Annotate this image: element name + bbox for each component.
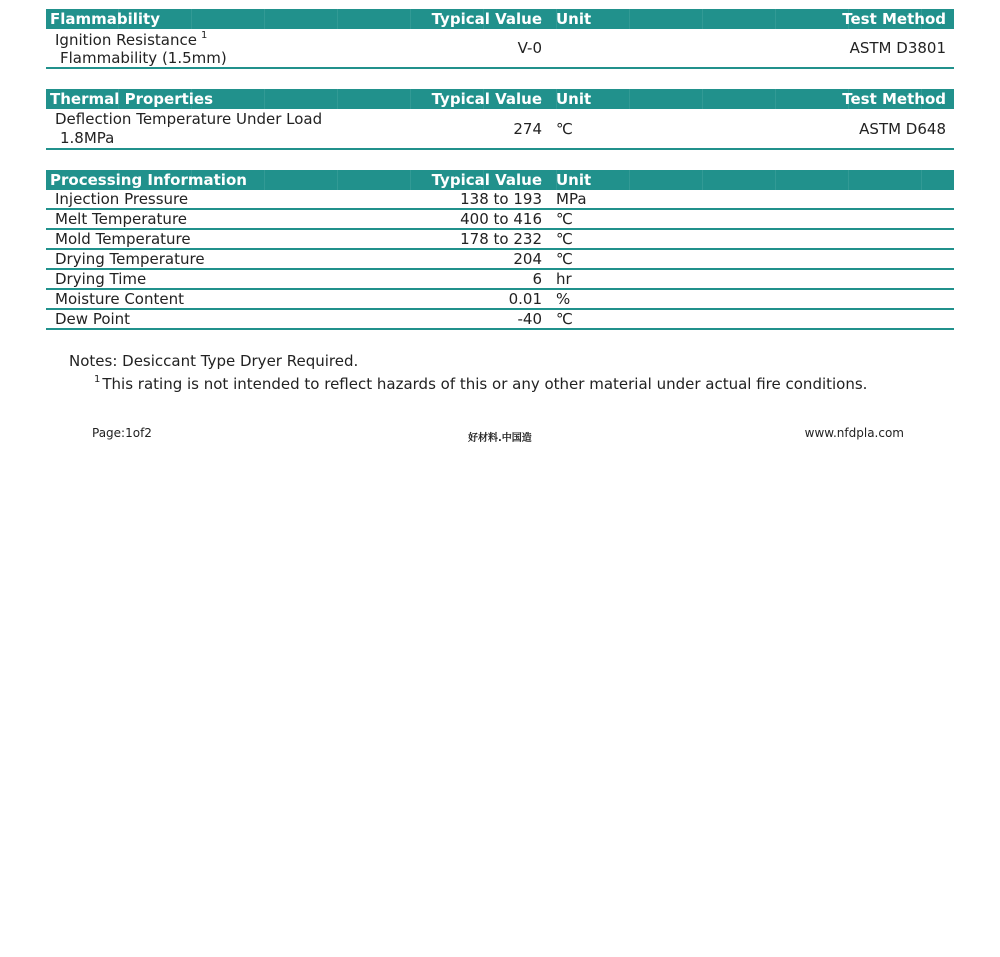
footnote-mark: 1 <box>200 30 208 41</box>
typical-value-header: Typical Value <box>431 90 542 108</box>
website-link[interactable]: www.nfdpla.com <box>804 426 904 440</box>
table-row <box>46 310 954 330</box>
property-name: Deflection Temperature Under Load <box>55 110 323 128</box>
property-value: 0.01 <box>508 290 542 308</box>
footnote-text: This rating is not intended to reflect hazards of this or any other material under actual fire conditions. <box>102 375 868 393</box>
table-row <box>46 250 954 270</box>
property-test-method: ASTM D3801 <box>849 39 946 57</box>
flammability-section <box>46 9 954 69</box>
table-row <box>46 290 954 310</box>
thermal-title: Thermal Properties <box>50 90 214 108</box>
property-value: 204 <box>513 250 542 268</box>
footnote-mark: 1 <box>94 374 101 385</box>
thermal-header <box>46 89 954 109</box>
processing-header <box>46 170 954 190</box>
typical-value-header: Typical Value <box>431 171 542 189</box>
property-unit: ℃ <box>556 120 573 138</box>
unit-header: Unit <box>556 90 592 108</box>
table-row <box>46 29 954 69</box>
property-unit: % <box>556 290 571 308</box>
property-name: Ignition Resistance <box>55 31 197 49</box>
property-unit: ℃ <box>556 310 573 328</box>
property-value: -40 <box>517 310 542 328</box>
footnote <box>94 374 867 393</box>
table-row <box>46 109 954 150</box>
table-row <box>46 190 954 210</box>
notes-text: Notes: Desiccant Type Dryer Required. <box>69 352 359 370</box>
flammability-title: Flammability <box>50 10 161 28</box>
property-value: 6 <box>532 270 542 288</box>
property-unit: ℃ <box>556 250 573 268</box>
property-value: 400 to 416 <box>460 210 542 228</box>
property-name: Injection Pressure <box>55 190 189 208</box>
processing-title: Processing Information <box>50 171 247 189</box>
test-method-header: Test Method <box>842 90 946 108</box>
property-name: Moisture Content <box>55 290 184 308</box>
property-name: Drying Temperature <box>55 250 205 268</box>
property-value: 178 to 232 <box>460 230 542 248</box>
property-name: Dew Point <box>55 310 131 328</box>
property-test-method: ASTM D648 <box>859 120 946 138</box>
property-value: 274 <box>513 120 542 138</box>
unit-header: Unit <box>556 10 592 28</box>
property-unit: ℃ <box>556 210 573 228</box>
property-name: Drying Time <box>55 270 147 288</box>
property-value: 138 to 193 <box>460 190 542 208</box>
processing-section <box>46 170 954 330</box>
property-unit: MPa <box>556 190 587 208</box>
property-unit: ℃ <box>556 230 573 248</box>
property-unit: hr <box>556 270 572 288</box>
table-row <box>46 230 954 250</box>
property-name: Melt Temperature <box>55 210 188 228</box>
table-row <box>46 210 954 230</box>
property-value: V-0 <box>517 39 542 57</box>
property-subname: 1.8MPa <box>60 129 115 147</box>
property-subname: Flammability (1.5mm) <box>60 49 227 67</box>
unit-header: Unit <box>556 171 592 189</box>
typical-value-header: Typical Value <box>431 10 542 28</box>
footer-slogan: 好材料.中国造 <box>468 433 532 444</box>
page-number: Page:1of2 <box>92 426 152 440</box>
property-name: Mold Temperature <box>55 230 191 248</box>
test-method-header: Test Method <box>842 10 946 28</box>
thermal-section <box>46 89 954 150</box>
table-row <box>46 270 954 290</box>
flammability-header <box>46 9 954 29</box>
